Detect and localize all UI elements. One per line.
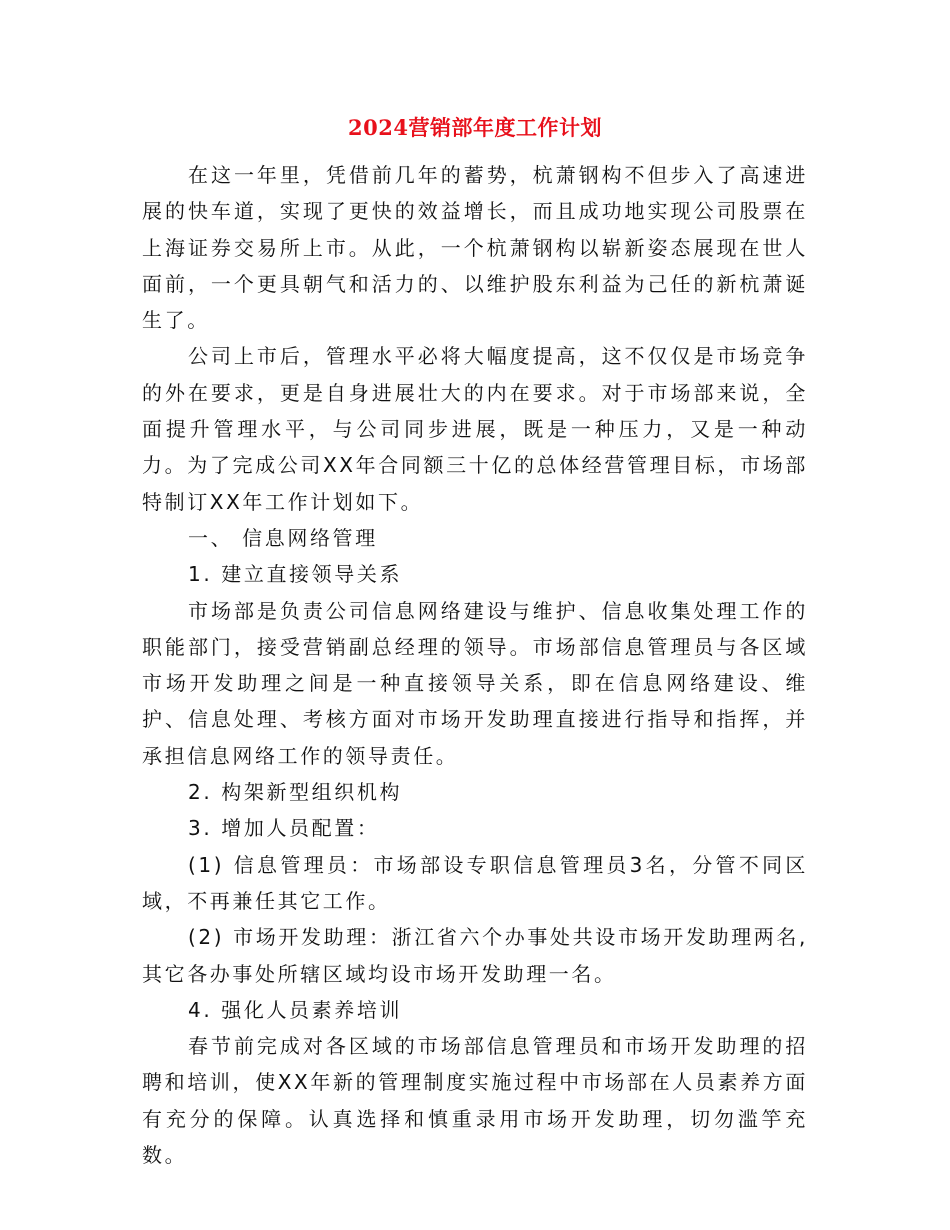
subheading-leadership: 1. 建立直接领导关系: [188, 562, 403, 587]
heading-info-network: 一、 信息网络管理: [188, 525, 378, 550]
document-title: 2024营销部年度工作计划: [348, 115, 602, 140]
paragraph-training: 春节前完成对各区域的市场部信息管理员和市场开发助理的招聘和培训，使XX年新的管理制度实施过程中市场部在人员素养方面有充分的保障。认真选择和慎重录用市场开发助理，切勿滥竽充数。: [142, 1034, 808, 1168]
paragraph-info-manager: (1) 信息管理员：市场部设专职信息管理员3名，分管不同区域，不再兼任其它工作。: [142, 852, 808, 913]
subheading-staffing: 3. 增加人员配置：: [188, 816, 380, 841]
paragraph-leadership: 市场部是负责公司信息网络建设与维护、信息收集处理工作的职能部门，接受营销副总经理的领导。市场部信息管理员与各区域市场开发助理之间是一种直接领导关系，即在信息网络建设、维护、信息处理、考核方面对市场开发助理直接进行指导和指挥，并承担信息网络工作的领导责任。: [142, 598, 808, 768]
paragraph-intro: 在这一年里，凭借前几年的蓄势，杭萧钢构不但步入了高速进展的快车道，实现了更快的效益增长，而且成功地实现公司股票在上海证券交易所上市。从此，一个杭萧钢构以崭新姿态展现在世人面前，一个更具朝气和活力的、以维护股东利益为己任的新杭萧诞生了。: [142, 163, 808, 333]
document-body: [142, 157, 808, 1173]
paragraph-listing: 公司上市后，管理水平必将大幅度提高，这不仅仅是市场竞争的外在要求，更是自身进展壮大的内在要求。对于市场部来说，全面提升管理水平，与公司同步进展，既是一种压力，又是一种动力。为了完成公司XX年合同额三十亿的总体经营管理目标，市场部特制订XX年工作计划如下。: [142, 344, 808, 514]
subheading-training: 4. 强化人员素养培训: [188, 997, 403, 1022]
paragraph-market-assistant: (2) 市场开发助理：浙江省六个办事处共设市场开发助理两名,其它各办事处所辖区域均设市场开发助理一名。: [142, 925, 808, 986]
subheading-organization: 2. 构架新型组织机构: [188, 780, 403, 805]
